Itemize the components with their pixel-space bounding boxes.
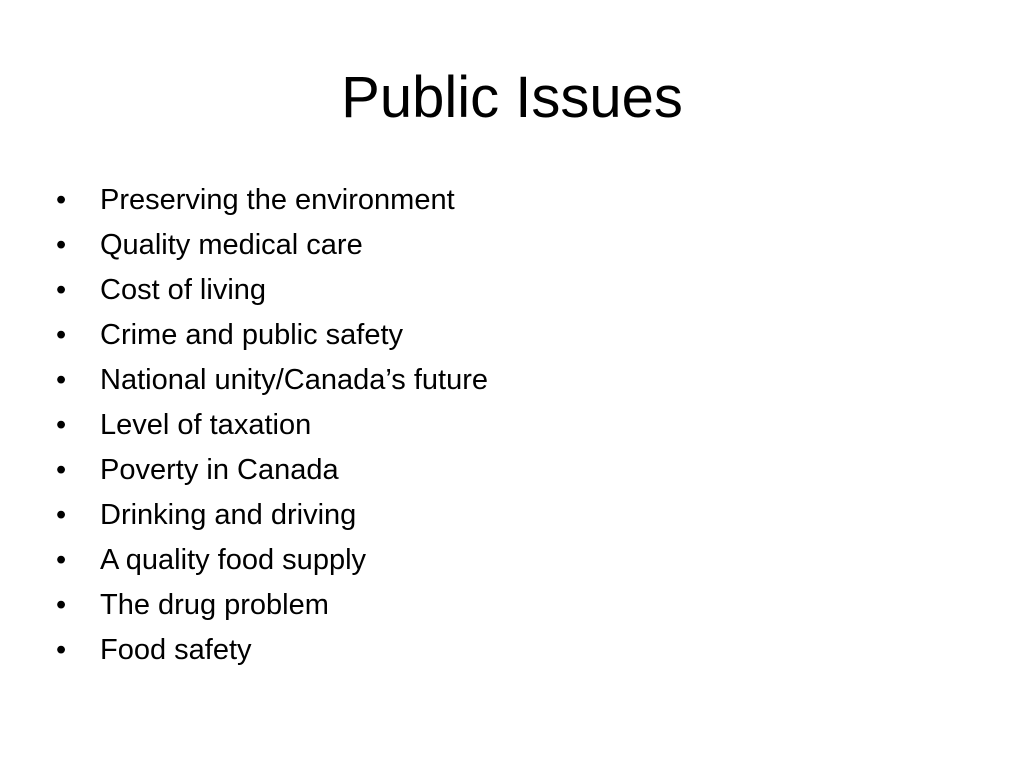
bullet-text: Food safety <box>100 634 252 666</box>
bullet-item <box>56 448 488 493</box>
bullet-text: National unity/Canada’s future <box>100 364 488 396</box>
bullet-icon: • <box>56 229 67 261</box>
bullet-icon: • <box>56 544 67 576</box>
bullet-text: Quality medical care <box>100 229 363 261</box>
bullet-list <box>56 178 488 673</box>
bullet-item <box>56 178 488 223</box>
bullet-text: A quality food supply <box>100 544 367 576</box>
bullet-icon: • <box>56 409 67 441</box>
bullet-icon: • <box>56 499 67 531</box>
bullet-text: Preserving the environment <box>100 184 455 216</box>
bullet-text: The drug problem <box>100 589 329 621</box>
bullet-icon: • <box>56 589 67 621</box>
bullet-item <box>56 223 488 268</box>
bullet-item <box>56 583 488 628</box>
bullet-icon: • <box>56 454 67 486</box>
bullet-item <box>56 538 488 583</box>
bullet-icon: • <box>56 364 67 396</box>
bullet-item <box>56 628 488 673</box>
bullet-item <box>56 268 488 313</box>
bullet-text: Crime and public safety <box>100 319 404 351</box>
bullet-text: Level of taxation <box>100 409 312 441</box>
slide-title: Public Issues <box>341 65 683 130</box>
bullet-icon: • <box>56 319 67 351</box>
bullet-item <box>56 358 488 403</box>
bullet-icon: • <box>56 184 67 216</box>
bullet-icon: • <box>56 634 67 666</box>
bullet-text: Drinking and driving <box>100 499 357 531</box>
bullet-item <box>56 313 488 358</box>
bullet-item <box>56 493 488 538</box>
bullet-item <box>56 403 488 448</box>
bullet-text: Poverty in Canada <box>100 454 339 486</box>
bullet-text: Cost of living <box>100 274 267 306</box>
bullet-icon: • <box>56 274 67 306</box>
